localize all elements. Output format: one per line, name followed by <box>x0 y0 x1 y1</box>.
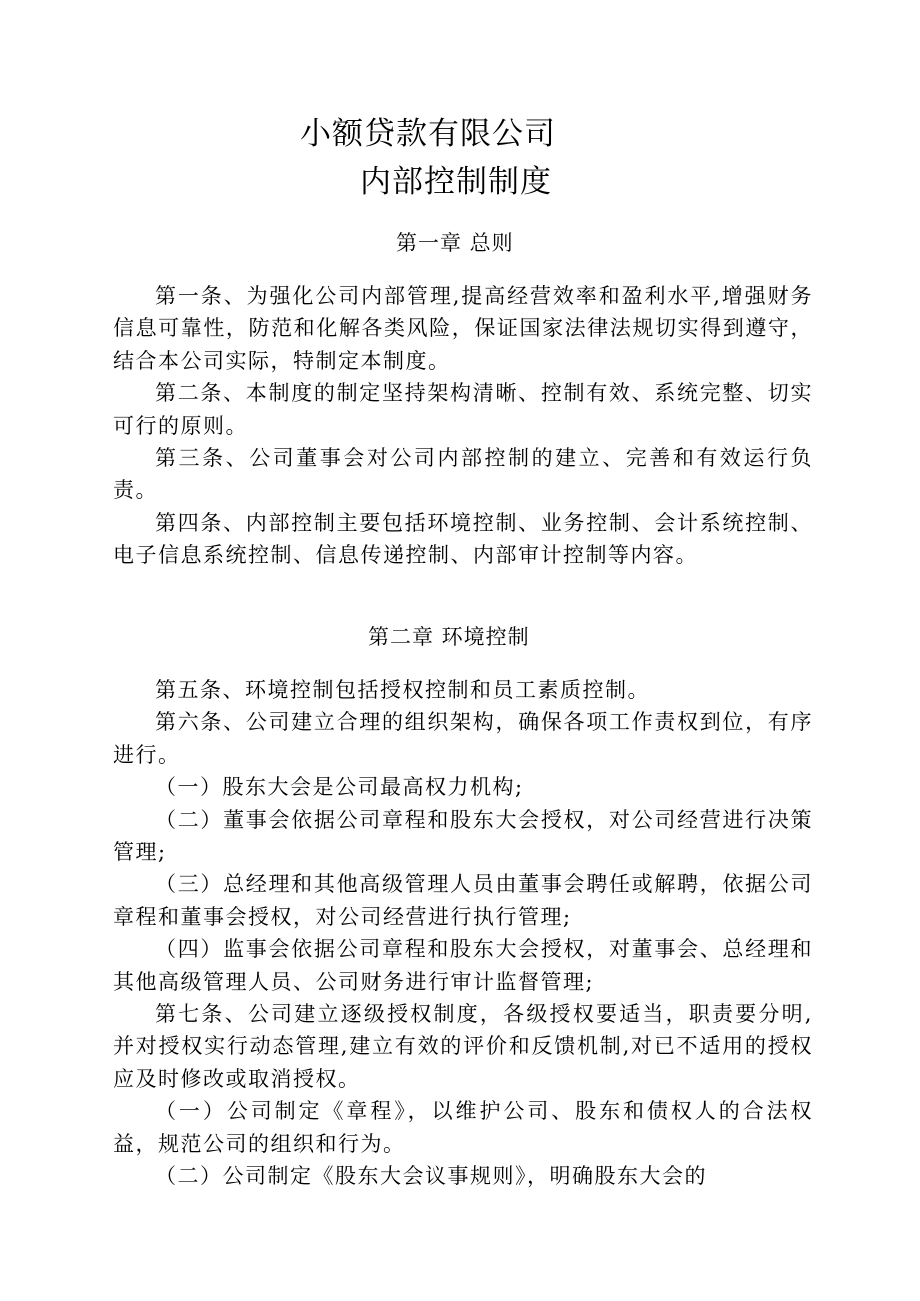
article-4: 第四条、内部控制主要包括环境控制、业务控制、会计系统控制、电子信息系统控制、信息传递控制、内部审计控制等内容。 <box>113 510 813 568</box>
article-7: 第七条、公司建立逐级授权制度，各级授权要适当，职责要分明,并对授权实行动态管理,建立有效的评价和反馈机制,对已不适用的授权应及时修改或取消授权。 <box>113 1002 813 1091</box>
article-6-item-1: （一）股东大会是公司最高权力机构; <box>155 775 524 800</box>
article-2: 第二条、本制度的制定坚持架构清晰、控制有效、系统完整、切实可行的原则。 <box>113 381 813 438</box>
document-title-system: 内部控制制度 <box>360 164 552 200</box>
article-6-item-4: （四）监事会依据公司章程和股东大会授权，对董事会、总经理和其他高级管理人员、公司财务进行审计监督管理; <box>113 937 813 994</box>
chapter-heading-general: 第一章 总则 <box>396 231 514 255</box>
article-6-item-3: （三）总经理和其他高级管理人员由董事会聘任或解聘，依据公司章程和董事会授权，对公司经营进行执行管理; <box>113 872 813 929</box>
chapter-heading-environment-control: 第二章 环境控制 <box>368 625 530 649</box>
article-3: 第三条、公司董事会对公司内部控制的建立、完善和有效运行负责。 <box>113 446 813 503</box>
article-5: 第五条、环境控制包括授权控制和员工素质控制。 <box>155 678 650 702</box>
article-6: 第六条、公司建立合理的组织架构，确保各项工作责权到位，有序进行。 <box>113 710 813 767</box>
article-7-item-1: （一）公司制定《章程》，以维护公司、股东和债权人的合法权益，规范公司的组织和行为。 <box>113 1099 813 1156</box>
chapter-environment-control-body <box>113 674 813 1193</box>
article-1: 第一条、为强化公司内部管理,提高经营效率和盈利水平,增强财务信息可靠性，防范和化解各类风险，保证国家法律法规切实得到遵守，结合本公司实际，特制定本制度。 <box>113 284 813 373</box>
article-7-item-2: （二）公司制定《股东大会议事规则》，明确股东大会的 <box>155 1164 707 1189</box>
chapter-general-body <box>113 280 813 572</box>
article-6-item-2: （二）董事会依据公司章程和股东大会授权，对公司经营进行决策管理; <box>113 807 813 865</box>
document-title-company: 小额贷款有限公司 <box>300 116 556 152</box>
